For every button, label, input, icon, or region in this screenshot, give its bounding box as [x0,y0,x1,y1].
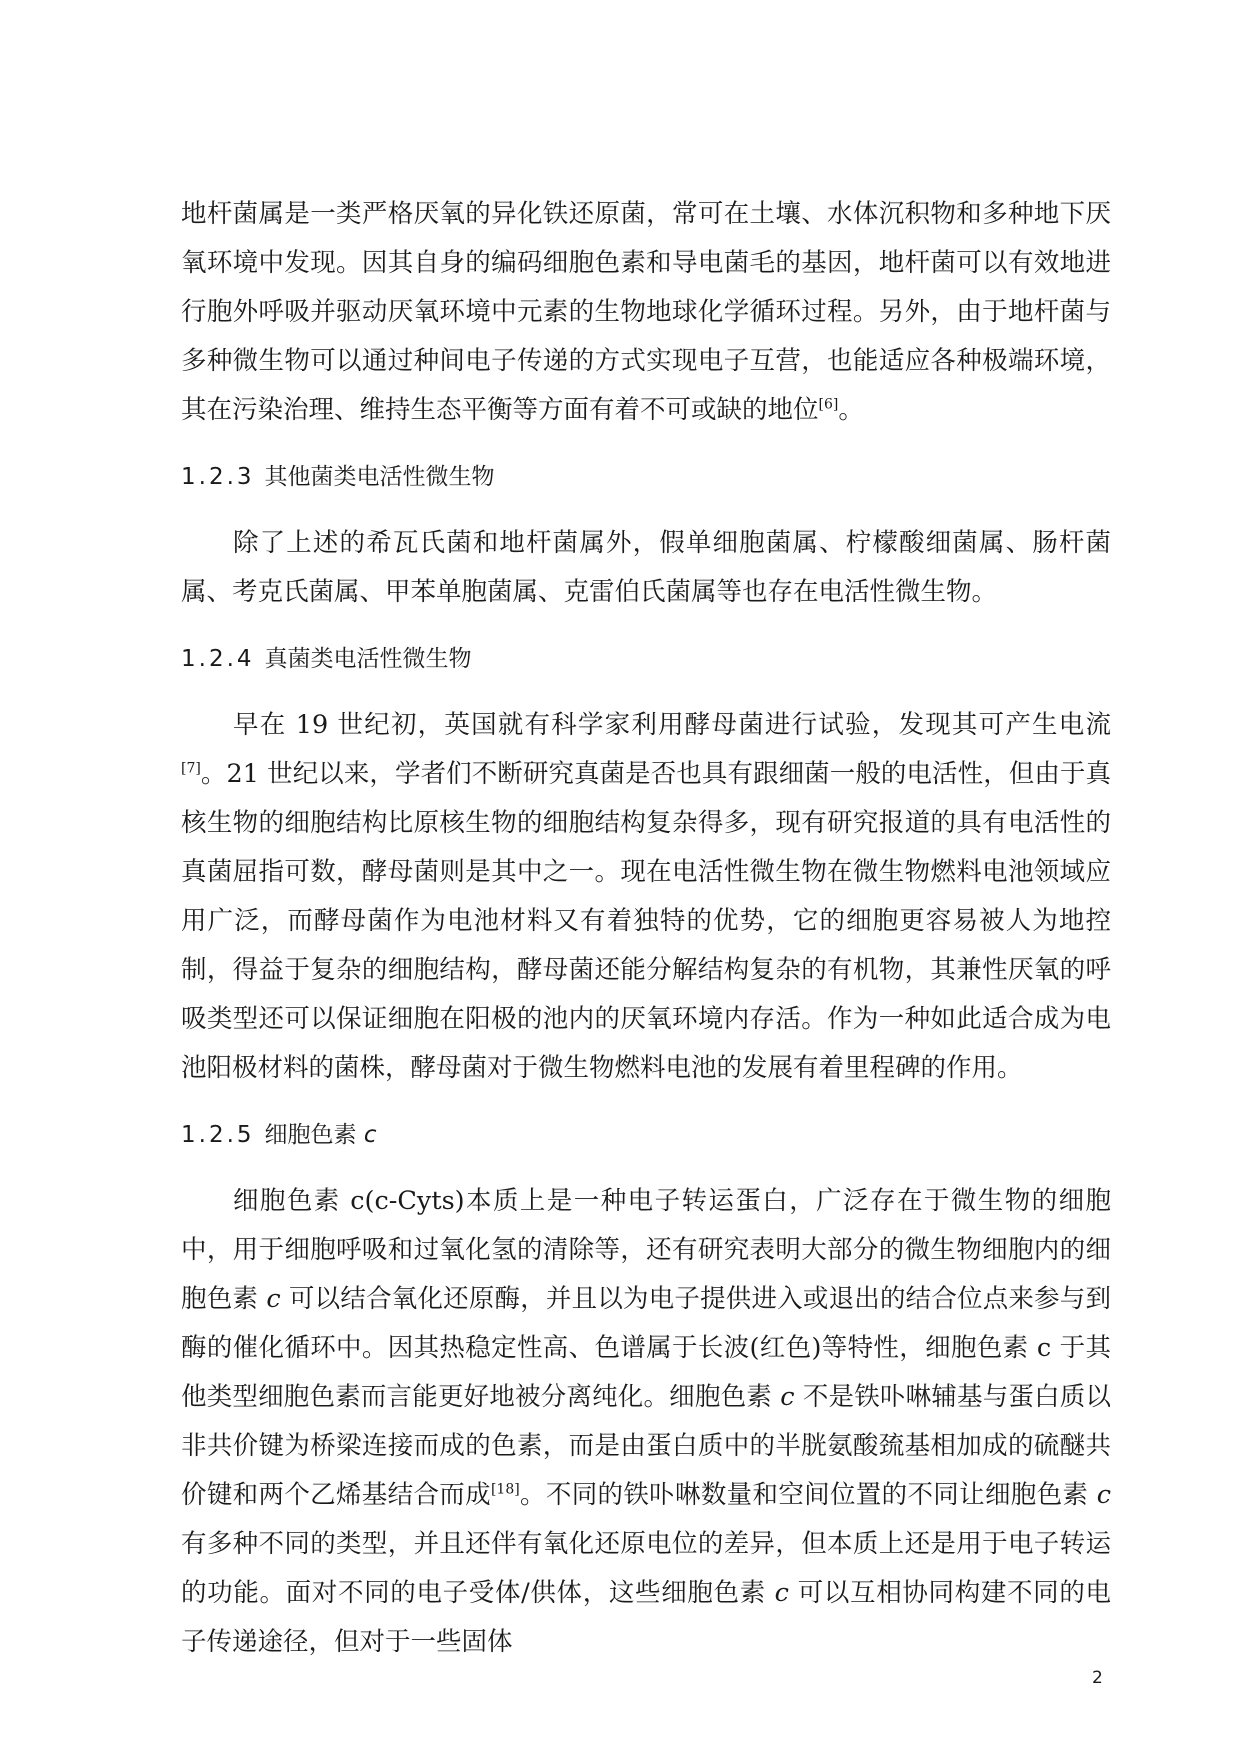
paragraph-geobacter [181,190,1111,435]
italic-c: c [780,1382,795,1412]
paragraph-text: 有多种不同的类型，并且还伴有氧化还原电位的差异，但本质上还是用于电子转运的功能。面对不同的电子受体/供体，这些细胞色素 [181,1529,1111,1608]
section-title: 其他菌类电活性微生物 [264,464,495,490]
paragraph-text-continued: 。21 世纪以来，学者们不断研究真菌是否也具有跟细菌一般的电活性，但由于真核生物的细胞结构比原核生物的细胞结构复杂得多，现有研究报道的具有电活性的真菌屈指可数，酵母菌则是其中之一。现在电活性微生物在微生物燃料电池领域应用广泛，而酵母菌作为电池材料又有着独特的优势，它的细胞更容易被人为地控制，得益于复杂的细胞结构，酵母菌还能分解结构复杂的有机物，其兼性厌氧的呼吸类型还可以保证细胞在阳极的池内的厌氧环境内存活。作为一种如此适合成为电池阳极材料的菌株，酵母菌对于微生物燃料电池的发展有着里程碑的作用。 [181,759,1111,1083]
italic-c: c [266,1284,281,1314]
italic-c: c [1096,1480,1111,1510]
paragraph-text: 除了上述的希瓦氏菌和地杆菌属外，假单细胞菌属、柠檬酸细菌属、肠杆菌属、考克氏菌属、甲苯单胞菌属、克雷伯氏菌属等也存在电活性微生物。 [181,528,1111,607]
citation-7: [7] [181,760,201,777]
section-title: 真菌类电活性微生物 [264,646,472,672]
section-number: 1.2.5 [181,1122,255,1148]
paragraph-text: 不是铁卟啉辅基与蛋白质以非共价键为桥梁连接而成的色素，而是由蛋白质中的半胱氨酸巯基相加成的硫醚共价键和两个乙烯基结合而成 [181,1382,1111,1510]
italic-c: c [774,1578,789,1608]
paragraph-text: 早在 19 世纪初，英国就有科学家利用酵母菌进行试验，发现其可产生电流 [233,710,1111,740]
section-number: 1.2.4 [181,646,255,672]
paragraph-end: 。 [838,395,864,425]
section-heading-1-2-3 [181,461,1111,493]
section-title: 细胞色素 [264,1122,364,1148]
section-number: 1.2.3 [181,464,255,490]
paragraph-other-bacteria [181,519,1111,617]
paragraph-text: 可以互相协同构建不同的电子传递途径，但对于一些固体 [181,1578,1112,1657]
section-title-italic: c [363,1122,377,1148]
citation-6: [6] [818,396,839,413]
paragraph-text: 。不同的铁卟啉数量和空间位置的不同让细胞色素 [519,1480,1097,1510]
paragraph-text: 细胞色素 c(c-Cyts)本质上是一种电子转运蛋白，广泛存在于微生物的细胞中，用于细胞呼吸和过氧化氢的清除等，还有研究表明大部分的微生物细胞内的细胞色素 [181,1186,1111,1314]
page-body [181,190,1111,1667]
page-number: 2 [1092,1668,1103,1688]
citation-18: [18] [490,1481,520,1498]
paragraph-fungi [181,701,1111,1093]
section-heading-1-2-4 [181,643,1111,675]
paragraph-cytochrome-c [181,1177,1111,1667]
section-heading-1-2-5 [181,1119,1111,1151]
paragraph-text: 地杆菌属是一类严格厌氧的异化铁还原菌，常可在土壤、水体沉积物和多种地下厌氧环境中发现。因其自身的编码细胞色素和导电菌毛的基因，地杆菌可以有效地进行胞外呼吸并驱动厌氧环境中元素的生物地球化学循环过程。另外，由于地杆菌与多种微生物可以通过种间电子传递的方式实现电子互营，也能适应各种极端环境，其在污染治理、维持生态平衡等方面有着不可或缺的地位 [181,199,1111,425]
paragraph-text: 可以结合氧化还原酶，并且以为电子提供进入或退出的结合位点来参与到酶的催化循环中。因其热稳定性高、色谱属于长波(红色)等特性，细胞色素 c 于其他类型细胞色素而言能更好地被分离纯化。细胞色素 [181,1284,1112,1412]
